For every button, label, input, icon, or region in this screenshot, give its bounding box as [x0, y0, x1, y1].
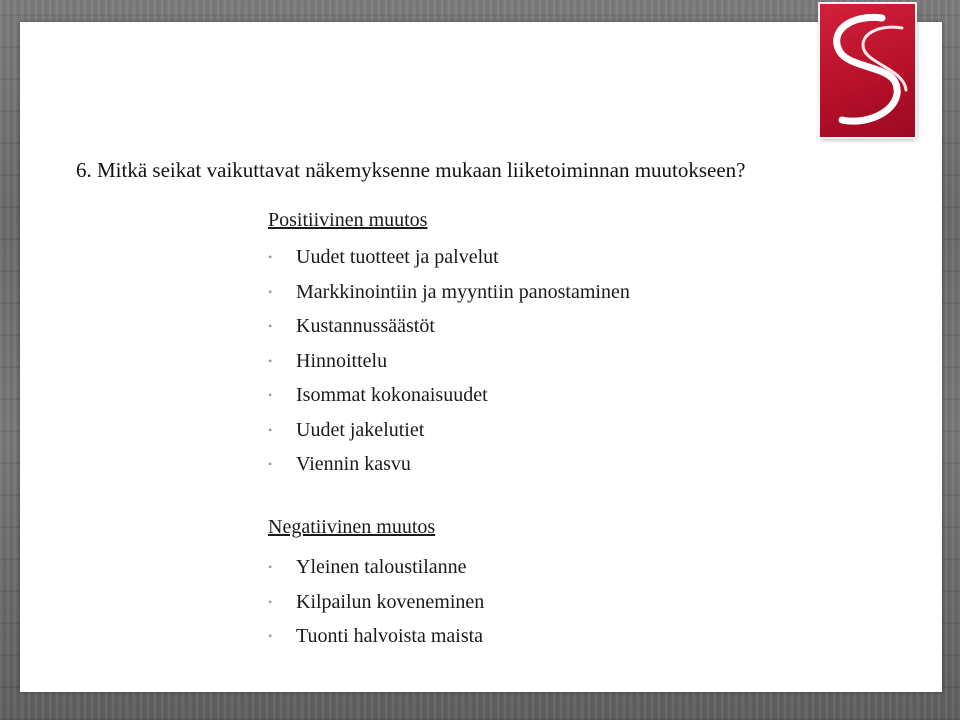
bullet-icon: • [268, 250, 273, 264]
bullet-icon: • [268, 629, 273, 643]
list-item [268, 240, 630, 275]
list-item-label: Markkinointiin ja myyntiin panostaminen [296, 280, 630, 303]
list-item-label: Uudet jakelutiet [296, 418, 425, 441]
list-item-label: Viennin kasvu [296, 453, 411, 475]
list-item [268, 447, 630, 482]
list-item-label: Uudet tuotteet ja palvelut [296, 246, 499, 268]
list-item-label: Hinnoittelu [296, 349, 388, 372]
bullet-icon: • [268, 388, 273, 402]
s-monogram-logo [820, 4, 915, 137]
bullet-icon: • [268, 457, 273, 471]
bullet-icon: • [268, 422, 273, 437]
positive-change-list [268, 240, 630, 482]
list-item [268, 413, 630, 448]
list-item [268, 378, 630, 413]
list-item-label: Isommat kokonaisuudet [296, 384, 488, 406]
negative-change-heading: Negatiivinen muutos [268, 516, 436, 538]
list-item [268, 309, 630, 344]
negative-change-list [268, 550, 484, 654]
bullet-icon: • [268, 284, 273, 299]
list-item-label: Yleinen taloustilanne [296, 556, 467, 578]
s-logo-icon [820, 4, 915, 137]
bullet-icon: • [268, 319, 273, 333]
bullet-icon: • [268, 353, 273, 368]
list-item [268, 275, 630, 310]
list-item [268, 344, 630, 379]
bullet-icon: • [268, 594, 273, 609]
list-item [268, 585, 484, 620]
positive-change-heading: Positiivinen muutos [268, 209, 428, 231]
list-item-label: Kustannussäästöt [296, 315, 435, 337]
list-item [268, 619, 484, 654]
list-item-label: Kilpailun koveneminen [296, 590, 485, 613]
bullet-icon: • [268, 560, 273, 574]
slide-title: 6. Mitkä seikat vaikuttavat näkemyksenne mukaan liiketoiminnan muutokseen? [76, 158, 746, 182]
list-item [268, 550, 484, 585]
list-item-label: Tuonti halvoista maista [296, 625, 484, 647]
